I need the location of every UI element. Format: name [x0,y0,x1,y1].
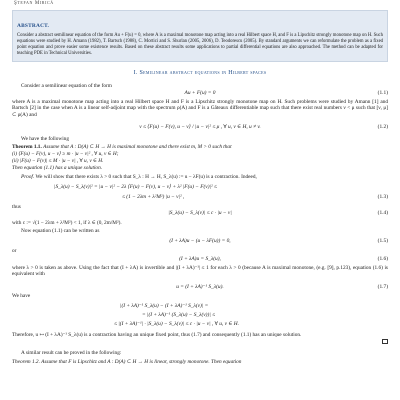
equation-1-2-number: (1.2) [377,124,388,130]
equation-1-3b-body: ≤ (1 − 2λm + λ²M²) |u − v|² , [122,194,185,200]
or-line: or [12,248,17,254]
similar-result-line: A similar result can be proved in the following: [21,350,122,356]
equation-1-6-body: (I + λA)u = S_λ(u), [179,256,221,262]
abstract-text: Consider a abstract semilinear equation of the form Au + F(u) = 0, where A is a maximal monotone map acting into a real Hilbert space H, and F is a Lipschitz strongly monotone map on H. Such equations were studied by H. Amann (1982), T. Bartsch (1988), C. Mortici and S. Shurlan (2005, 2006), D. Teodorescu (2005). By standard arguments we can reformulate the problem as a fixed point equation and prove easier some existence results. Based on these abstract results some applications to partial differential equations are also approached. The method can be adapted for teaching PDE in Technical Universities. [17,33,383,57]
contraction-line-2-body: = |(I + λA)⁻¹ (S_λ(u) − S_λ(v))| ≤ [142,312,216,318]
theorem-condition-i: (i) ⟨F(u) − F(v), u − v⟩ ≥ m · |u − v|² , ∀ u, v ∈ H; [12,151,119,157]
equation-1-3a-body: |S_λ(u) − S_λ(v)|² = |u − v|² − 2λ ⟨F(u) − F(v), u − v⟩ + λ² |F(u) − F(v)|² ≤ [54,184,217,190]
theorem-1-2-partial: Theorem 1.2. Assume that F is Lipschitz and A : D(A) ⊂ H → H is linear, strongly monotone. Then equation [12,359,242,365]
abstract-title: ABSTRACT. [17,23,50,29]
intro-line: Consider a semilinear equation of the form [21,83,112,89]
equation-1-1-body: Au + F(u) = 0 [184,90,216,96]
thus-line: thus [12,204,21,210]
equation-1-2-body: ν ≤ ⟨F(u) − F(v), u − v⟩ / |u − v|² ≤ μ , ∀ u, v ∈ H, u ≠ v. [139,124,261,130]
proof-intro [12,174,388,180]
theorem-1-1-label: Theorem 1.1. [12,144,42,150]
theorem-condition-ii: (ii) |F(u) − F(v)| ≤ M · |u − v| , ∀ u, v ∈ H. [12,158,104,164]
equation-1-7-number: (1.7) [377,284,388,290]
abstract-box [12,10,388,62]
therefore-paragraph: Therefore, u ↦ (I + λA)⁻¹ S_λ(u) is a contraction having an unique fixed point, thus (1.7) and consequently (1.1) has an unique solution. [12,332,302,338]
running-header-author: Ştefan Mirică [14,1,54,6]
proof-label: Proof. [21,174,35,180]
equation-1-3-number: (1.3) [377,194,388,200]
with-line: with c := √(1 − 2λm + λ²M²) < 1, if λ ∈ (0, 2m/M²). [12,220,122,226]
proof-intro-text: We will show that there exists λ > 0 such that S_λ : H → H, S_λ(u) := u − λF(u) is a contraction. Indeed, [35,174,257,180]
equation-1-6-number: (1.6) [377,256,388,262]
equation-1-5-number: (1.5) [377,238,388,244]
now-line: Now equation (1.1) can be written as [21,228,100,234]
section-title: I. Semilinear abstract equations in Hilbert spaces [133,70,267,76]
following-line: We have the following [21,136,69,142]
equation-1-7-body: u = (I + λA)⁻¹ S_λ(u). [176,284,224,290]
equation-1-4-body: |S_λ(u) − S_λ(v)| ≤ c · |u − v| [168,210,232,216]
theorem-1-1 [12,144,388,150]
equation-1-5-body: (I + λA)u − (u − λF(u)) = 0, [169,238,231,244]
invertible-paragraph: where λ > 0 is taken as above. Using the fact that (I + λA) is invertible and |(I + λA)⁻¹| ≤ 1 for each λ > 0 (because A is maximal monotone, (e.g. [9], p.123), equation (1.6) is equivalent with [12,265,388,278]
theorem-1-1-statement: Assume that A : D(A) ⊂ H → H is maximal monotone and there exist m, M > 0 such that [43,144,232,150]
equation-1-1-number: (1.1) [377,90,388,96]
equation-1-4-number: (1.4) [377,210,388,216]
contraction-line-1-body: |(I + λA)⁻¹ S_λ(u) − (I + λA)⁻¹ S_λ(v)| = [120,303,209,309]
qed-square-icon [382,339,388,344]
intro-paragraph: where A is a maximal monotone map acting into a real Hilbert space H and F is a Lipschitz strongly monotone map on H. Such problems were studied by Amann [1] and Bartsch [2] in the case when A is a linear self-adjoint map with the spectrum ρ(A) and F is a Gâteaux differentiable map such that there exist real numbers ν < μ such that [ν, μ] ⊂ ρ(A) and [12,99,388,118]
theorem-conclusion: Then equation (1.1) has a unique solution. [12,165,103,171]
we-have-line: We have [12,293,31,299]
contraction-line-3-body: ≤ |(I + λA)⁻¹| · |S_λ(u) − S_λ(v)| ≤ c · |u − v| , ∀ u, v ∈ H. [114,321,239,327]
